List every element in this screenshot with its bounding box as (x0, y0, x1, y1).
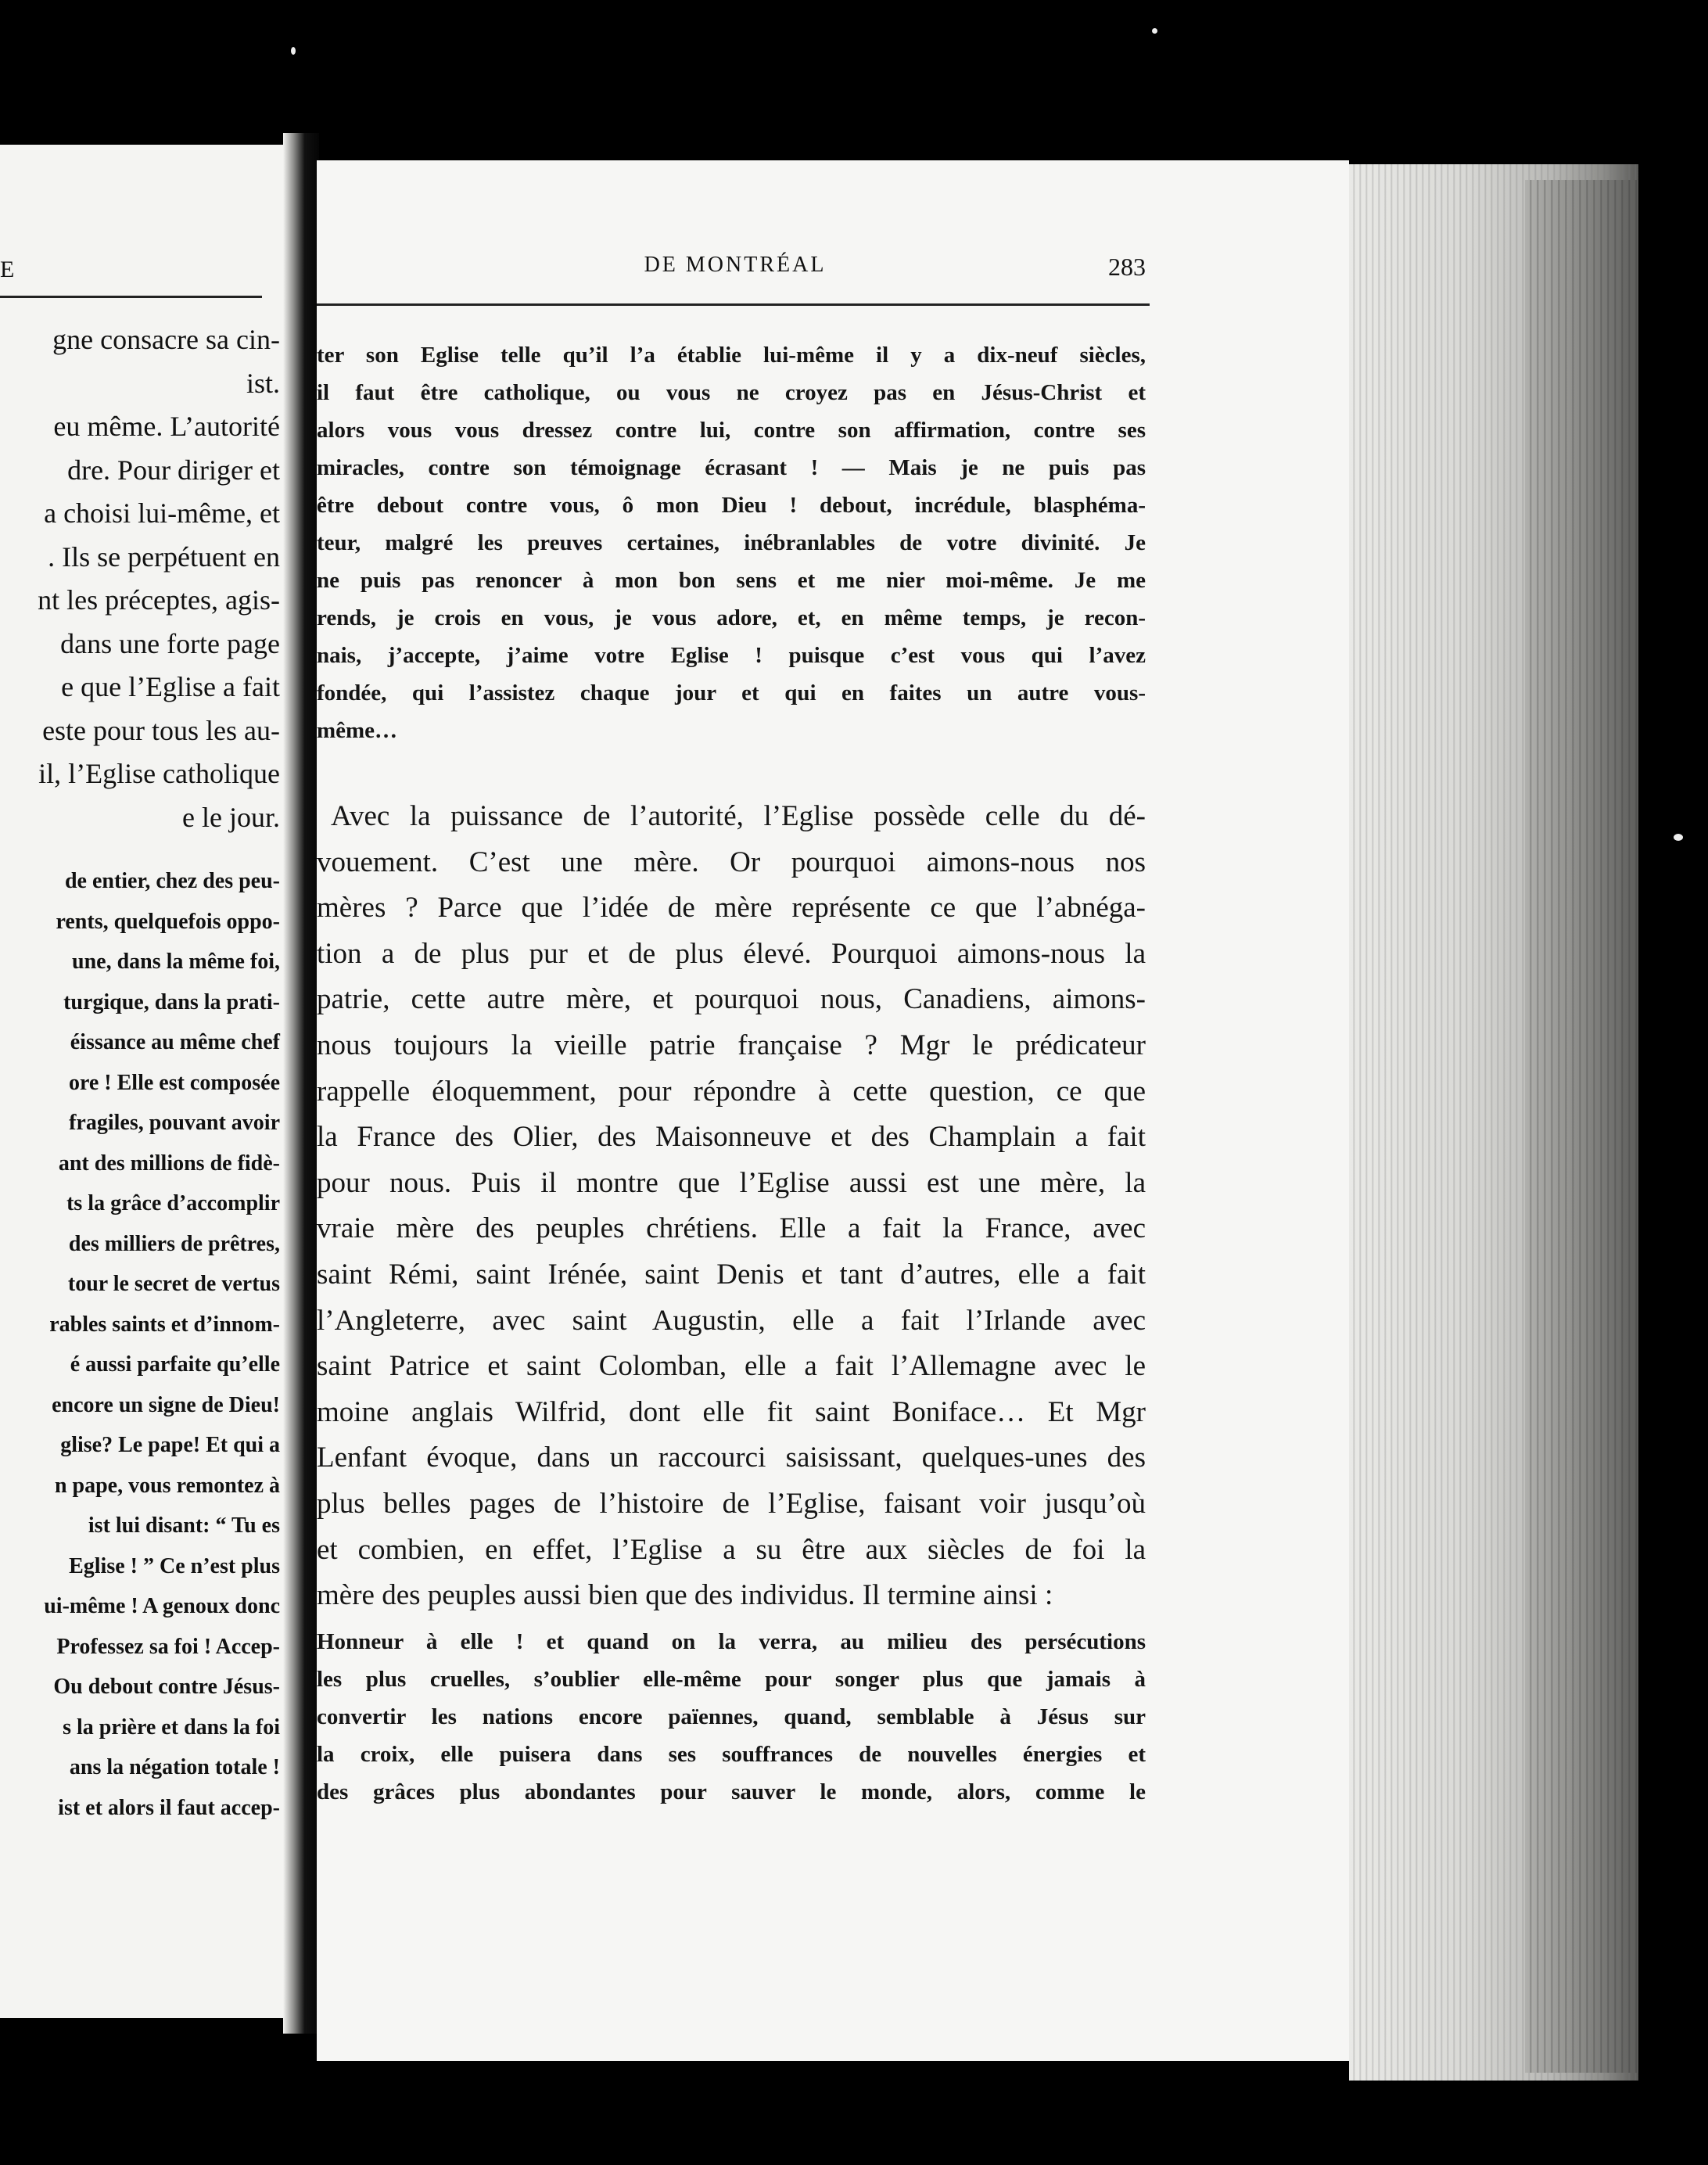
left-line: dans une forte page (60, 627, 280, 659)
left-line: eu même. L’autorité (53, 411, 280, 442)
quote-line: la croix, elle puisera dans ses souffrances de nouvelles énergies et (317, 1742, 1146, 1767)
left-line: dre. Pour diriger et (67, 454, 280, 486)
body-line: Lenfant évoque, dans un raccourci saisissant, quelques-unes des (317, 1442, 1146, 1474)
running-head: DE MONTRÉAL (644, 253, 827, 277)
body-line: l’Angleterre, avec saint Augustin, elle a fait l’Irlande avec (317, 1304, 1146, 1337)
left-line: ans la négation totale ! (69, 1755, 280, 1779)
left-line: e le jour. (182, 801, 280, 833)
left-line: ist. (246, 367, 280, 399)
body-line: moine anglais Wilfrid, dont elle fit saint Boniface… Et Mgr (317, 1395, 1146, 1428)
left-page (0, 145, 291, 2018)
left-line: tour le secret de vertus (67, 1272, 280, 1296)
left-line: de entier, chez des peu- (64, 869, 280, 893)
left-line: ts la grâce d’accomplir (66, 1191, 280, 1215)
left-line: Ou debout contre Jésus- (53, 1675, 280, 1699)
body-line: la France des Olier, des Maisonneuve et des Champlain a fait (317, 1121, 1146, 1154)
quote-line: fondée, qui l’assistez chaque jour et qui en faites un autre vous- (317, 680, 1146, 706)
page-edges-outer (1525, 180, 1638, 2073)
quote-line: les plus cruelles, s’oublier elle-même pour songer plus que jamais à (317, 1667, 1146, 1692)
body-paragraph (317, 794, 1146, 1619)
left-line: il, l’Eglise catholique (38, 758, 280, 789)
body-line: plus belles pages de l’histoire de l’Eglise, faisant voir jusqu’où (317, 1487, 1146, 1520)
quote-line: être debout contre vous, ô mon Dieu ! debout, incrédule, blasphéma- (317, 493, 1146, 518)
left-line: turgique, dans la prati- (63, 989, 280, 1014)
body-line: tion a de plus pur et de plus élevé. Pourquoi aimons-nous la (317, 937, 1146, 970)
quote-block-1 (317, 336, 1146, 749)
body-line: patrie, cette autre mère, et pourquoi nous, Canadiens, aimons- (317, 983, 1146, 1016)
left-line: des milliers de prêtres, (68, 1231, 280, 1256)
left-line: une, dans la même foi, (72, 950, 280, 974)
body-line: saint Patrice et saint Colomban, elle a fait l’Allemagne avec le (317, 1350, 1146, 1383)
left-line: é aussi parfaite qu’elle (70, 1352, 280, 1377)
left-running-head: E (0, 257, 16, 282)
quote-line: même… (317, 718, 398, 743)
quote-line: il faut être catholique, ou vous ne croyez pas en Jésus-Christ et (317, 380, 1146, 405)
dust-speck (1674, 834, 1683, 841)
left-line: nt les préceptes, agis- (38, 584, 280, 616)
quote-line: nais, j’accepte, j’aime votre Eglise ! puisque c’est vous qui l’avez (317, 643, 1146, 668)
left-head-rule (0, 296, 262, 298)
left-line: este pour tous les au- (42, 714, 280, 746)
body-line: et combien, en effet, l’Eglise a su être aux siècles de foi la (317, 1533, 1146, 1566)
gutter-shadow (283, 133, 319, 2034)
left-line: s la prière et dans la foi (63, 1714, 280, 1740)
quote-line: teur, malgré les preuves certaines, inébranlables de votre divinité. Je (317, 530, 1146, 555)
quote-line: rends, je crois en vous, je vous adore, et, en même temps, je recon- (317, 605, 1146, 630)
body-line: mères ? Parce que l’idée de mère représente ce que l’abnéga- (317, 892, 1146, 925)
body-line: mère des peuples aussi bien que des individus. Il termine ainsi : (317, 1579, 1053, 1612)
left-line: fragiles, pouvant avoir (69, 1111, 280, 1135)
quote-line: Honneur à elle ! et quand on la verra, au milieu des persécutions (317, 1629, 1146, 1654)
quote-block-2 (317, 1623, 1146, 1811)
left-paragraph-gap (0, 839, 280, 861)
page-number: 283 (1108, 253, 1146, 281)
body-line: pour nous. Puis il montre que l’Eglise aussi est une mère, la (317, 1166, 1146, 1199)
left-line: ant des millions de fidè- (58, 1151, 280, 1176)
left-line: encore un signe de Dieu! (52, 1392, 280, 1417)
body-line: vraie mère des peuples chrétiens. Elle a fait la France, avec (317, 1212, 1146, 1245)
quote-line: convertir les nations encore païennes, quand, semblable à Jésus sur (317, 1704, 1146, 1729)
dust-speck (291, 47, 296, 55)
left-line: ist lui disant: “ Tu es (88, 1513, 280, 1538)
left-line: Professez sa foi ! Accep- (56, 1634, 280, 1659)
body-line: nous toujours la vieille patrie française ? Mgr le prédicateur (317, 1029, 1146, 1061)
left-line: Eglise ! ” Ce n’est plus (69, 1553, 280, 1578)
left-line: e que l’Eglise a fait (61, 671, 280, 702)
left-line: ist et alors il faut accep- (58, 1795, 280, 1820)
body-line: rappelle éloquemment, pour répondre à cette question, ce que (317, 1075, 1146, 1108)
left-line: . Ils se perpétuent en (48, 540, 280, 573)
quote-line: alors vous vous dressez contre lui, contre son affirmation, contre ses (317, 418, 1146, 443)
dust-speck (1152, 28, 1157, 34)
left-line: éissance au même chef (70, 1030, 280, 1054)
left-line: a choisi lui-même, et (44, 497, 280, 529)
quote-line: miracles, contre son témoignage écrasant ! — Mais je ne puis pas (317, 455, 1146, 480)
left-line: ore ! Elle est composée (68, 1070, 280, 1095)
head-rule (317, 303, 1150, 306)
quote-line: des grâces plus abondantes pour sauver le monde, alors, comme le (317, 1779, 1146, 1804)
left-line: glise? Le pape! Et qui a (60, 1433, 280, 1457)
right-page (317, 160, 1349, 2061)
left-line: n pape, vous remontez à (54, 1473, 280, 1498)
left-line: ui-même ! A genoux donc (44, 1594, 280, 1618)
quote-line: ter son Eglise telle qu’il l’a établie lui-même il y a dix-neuf siècles, (317, 343, 1146, 368)
left-page-text (0, 318, 280, 1828)
quote-line: ne puis pas renoncer à mon bon sens et me nier moi-même. Je me (317, 568, 1146, 593)
body-line: vouement. C’est une mère. Or pourquoi aimons-nous nos (317, 846, 1146, 878)
body-line: Avec la puissance de l’autorité, l’Eglise possède celle du dé- (331, 800, 1146, 832)
left-line: gne consacre sa cin- (52, 324, 280, 355)
left-line: rables saints et d’innom- (49, 1312, 280, 1337)
left-line: rents, quelquefois oppo- (56, 909, 280, 934)
body-line: saint Rémi, saint Irénée, saint Denis et tant d’autres, elle a fait (317, 1258, 1146, 1291)
